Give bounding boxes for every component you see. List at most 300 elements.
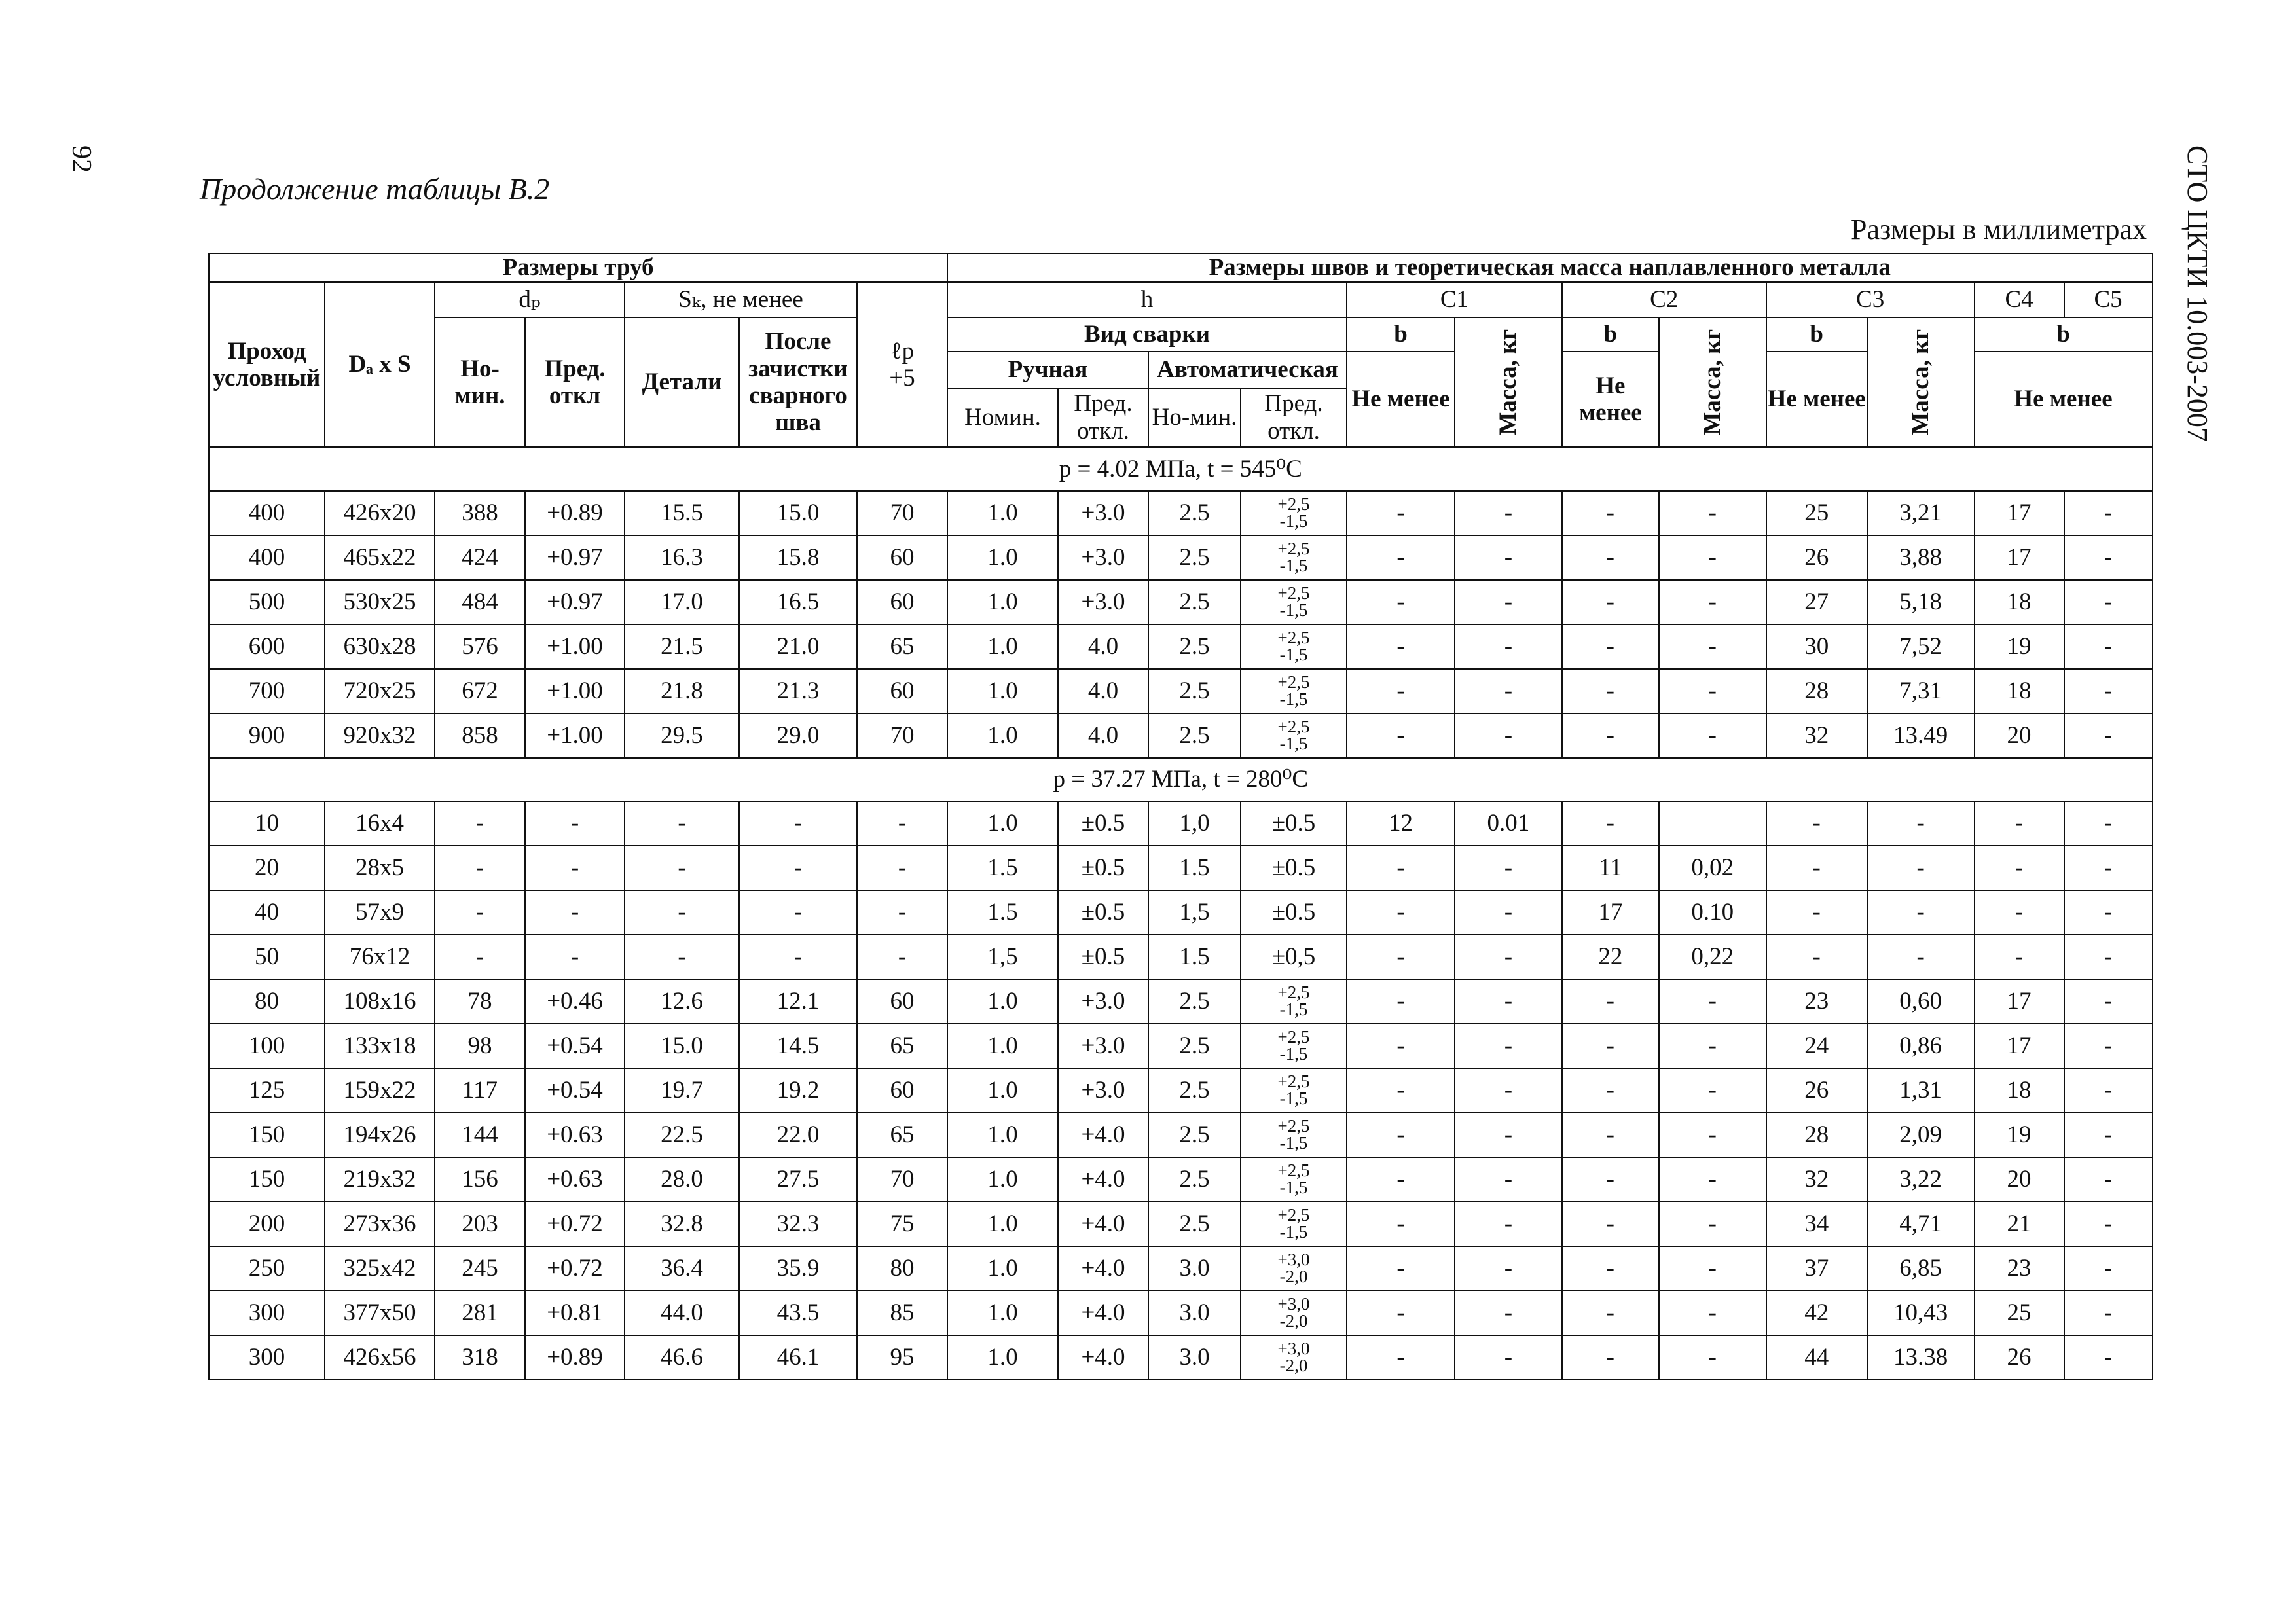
table-cell: - xyxy=(1455,846,1562,890)
table-cell: ±0.5 xyxy=(1058,801,1148,846)
table-cell: 11 xyxy=(1562,846,1659,890)
tolerance-lower: -2,0 xyxy=(1279,1311,1308,1331)
table-cell: 2.5 xyxy=(1148,713,1241,758)
table-cell: 13.38 xyxy=(1867,1335,1975,1380)
auto-tolerance-cell xyxy=(1241,1291,1347,1335)
table-cell: 576 xyxy=(435,624,525,669)
table-cell: - xyxy=(1562,1157,1659,1202)
table-cell: - xyxy=(1659,1202,1766,1246)
table-cell: - xyxy=(625,801,739,846)
header-nominal-bore: Проход условный xyxy=(209,282,325,447)
table-cell: 1.5 xyxy=(947,890,1058,935)
table-cell: 1.0 xyxy=(947,979,1058,1024)
table-cell: 43.5 xyxy=(739,1291,857,1335)
tolerance-upper: +2,5 xyxy=(1277,539,1310,559)
table-cell: - xyxy=(1562,801,1659,846)
table-cell: - xyxy=(1347,1113,1455,1157)
header-c2-b: b xyxy=(1562,317,1659,352)
table-cell: - xyxy=(1347,1246,1455,1291)
table-cell: +3.0 xyxy=(1058,1068,1148,1113)
table-cell: - xyxy=(1659,580,1766,624)
tolerance-upper: +2,5 xyxy=(1277,1161,1310,1181)
table-cell: +4.0 xyxy=(1058,1246,1148,1291)
table-cell: - xyxy=(1562,1246,1659,1291)
table-cell: 1.0 xyxy=(947,1157,1058,1202)
header-h: h xyxy=(947,282,1347,317)
table-cell: - xyxy=(1455,935,1562,979)
auto-tolerance-cell xyxy=(1241,624,1347,669)
table-cell: 388 xyxy=(435,491,525,535)
table-cell: - xyxy=(1562,491,1659,535)
table-cell: - xyxy=(2064,935,2153,979)
table-cell: 630x28 xyxy=(325,624,435,669)
tolerance-upper: +3,0 xyxy=(1277,1339,1310,1359)
table-row xyxy=(209,713,2153,758)
table-cell: - xyxy=(1975,890,2064,935)
table-cell: 32 xyxy=(1766,1157,1867,1202)
table-cell: - xyxy=(1659,1024,1766,1068)
table-cell: - xyxy=(1659,1157,1766,1202)
header-c1-min: Не менее xyxy=(1347,352,1455,447)
header-dp: dₚ xyxy=(435,282,625,317)
table-cell: 32 xyxy=(1766,713,1867,758)
table-cell: - xyxy=(625,935,739,979)
table-cell: 36.4 xyxy=(625,1246,739,1291)
table-cell: 10,43 xyxy=(1867,1291,1975,1335)
table-cell: - xyxy=(1455,1157,1562,1202)
table-cell: 30 xyxy=(1766,624,1867,669)
auto-tolerance-cell xyxy=(1241,491,1347,535)
table-cell: +0.97 xyxy=(525,580,625,624)
table-cell: +0.89 xyxy=(525,491,625,535)
table-cell: - xyxy=(2064,624,2153,669)
table-cell: 65 xyxy=(857,1113,947,1157)
table-cell: - xyxy=(857,890,947,935)
table-cell: 500 xyxy=(209,580,325,624)
tolerance-lower: -1,5 xyxy=(1279,1222,1308,1242)
table-cell: - xyxy=(1347,1202,1455,1246)
table-cell: - xyxy=(1347,535,1455,580)
tolerance-lower: -1,5 xyxy=(1279,1133,1308,1153)
table-cell: 28.0 xyxy=(625,1157,739,1202)
auto-tolerance-cell xyxy=(1241,1246,1347,1291)
header-after-cleaning: После зачистки сварного шва xyxy=(739,317,857,447)
table-cell: +0.46 xyxy=(525,979,625,1024)
table-cell: 219x32 xyxy=(325,1157,435,1202)
table-cell: 4,71 xyxy=(1867,1202,1975,1246)
table-cell: 2.5 xyxy=(1148,580,1241,624)
table-row xyxy=(209,1246,2153,1291)
tolerance-lower: -1,5 xyxy=(1279,1000,1308,1019)
table-row xyxy=(209,1202,2153,1246)
units-note: Размеры в миллиметрах xyxy=(1851,213,2147,245)
table-cell: 26 xyxy=(1766,1068,1867,1113)
table-cell: - xyxy=(1562,1024,1659,1068)
table-row xyxy=(209,491,2153,535)
table-cell: - xyxy=(435,935,525,979)
table-cell: - xyxy=(1455,1246,1562,1291)
table-cell: - xyxy=(2064,491,2153,535)
table-cell: 80 xyxy=(857,1246,947,1291)
table-cell: 150 xyxy=(209,1157,325,1202)
table-cell: 65 xyxy=(857,624,947,669)
table-cell: - xyxy=(1455,1291,1562,1335)
table-cell: 1,5 xyxy=(1148,890,1241,935)
table-cell: 32.3 xyxy=(739,1202,857,1246)
table-cell: 19.2 xyxy=(739,1068,857,1113)
table-cell: 12.6 xyxy=(625,979,739,1024)
table-cell: 60 xyxy=(857,979,947,1024)
table-cell: 65 xyxy=(857,1024,947,1068)
table-cell: - xyxy=(1455,713,1562,758)
table-cell: 1,0 xyxy=(1148,801,1241,846)
table-cell xyxy=(1659,801,1766,846)
table-cell: 1.0 xyxy=(947,535,1058,580)
table-cell: - xyxy=(1659,1246,1766,1291)
table-cell: 28 xyxy=(1766,669,1867,713)
table-cell: +1.00 xyxy=(525,624,625,669)
table-cell: - xyxy=(435,890,525,935)
table-cell: - xyxy=(1659,535,1766,580)
table-cell: - xyxy=(1347,1024,1455,1068)
table-cell: - xyxy=(1455,1068,1562,1113)
table-cell: 60 xyxy=(857,535,947,580)
table-cell: 672 xyxy=(435,669,525,713)
table-cell: 3.0 xyxy=(1148,1335,1241,1380)
table-cell: 424 xyxy=(435,535,525,580)
tolerance-lower: -1,5 xyxy=(1279,645,1308,664)
table-cell: 3.0 xyxy=(1148,1291,1241,1335)
table-cell: - xyxy=(2064,890,2153,935)
table-cell: 42 xyxy=(1766,1291,1867,1335)
table-cell: - xyxy=(1562,1291,1659,1335)
auto-tolerance-cell xyxy=(1241,1202,1347,1246)
table-cell: 18 xyxy=(1975,580,2064,624)
header-da-s: Dₐ x S xyxy=(325,282,435,447)
table-cell: 17 xyxy=(1975,979,2064,1024)
auto-tolerance-cell: ±0,5 xyxy=(1241,935,1347,979)
table-cell: 3,22 xyxy=(1867,1157,1975,1202)
table-cell: 29.5 xyxy=(625,713,739,758)
table-cell: 23 xyxy=(1766,979,1867,1024)
table-cell: 70 xyxy=(857,713,947,758)
table-cell: 125 xyxy=(209,1068,325,1113)
table-cell: 50 xyxy=(209,935,325,979)
table-cell: 26 xyxy=(1975,1335,2064,1380)
table-cell: - xyxy=(739,890,857,935)
table-cell: - xyxy=(1455,979,1562,1024)
header-c3: C3 xyxy=(1766,282,1975,317)
header-details: Детали xyxy=(625,317,739,447)
tolerance-upper: +2,5 xyxy=(1277,983,1310,1003)
section-row-2: p = 37.27 МПа, t = 280⁰C xyxy=(209,758,2153,801)
table-cell: - xyxy=(1659,1068,1766,1113)
table-cell: +0.72 xyxy=(525,1202,625,1246)
header-c3-b: b xyxy=(1766,317,1867,352)
table-cell: 20 xyxy=(1975,713,2064,758)
table-cell: 28 xyxy=(1766,1113,1867,1157)
tolerance-upper: +2,5 xyxy=(1277,1205,1310,1225)
table-cell: 78 xyxy=(435,979,525,1024)
table-cell: - xyxy=(1347,846,1455,890)
table-cell: - xyxy=(1347,890,1455,935)
table-cell: - xyxy=(1455,1202,1562,1246)
auto-tolerance-cell xyxy=(1241,979,1347,1024)
table-cell: - xyxy=(739,935,857,979)
table-cell: 2.5 xyxy=(1148,1113,1241,1157)
table-cell: 484 xyxy=(435,580,525,624)
table-cell: 156 xyxy=(435,1157,525,1202)
table-cell: - xyxy=(1975,846,2064,890)
table-cell: 7,52 xyxy=(1867,624,1975,669)
table-cell: 2.5 xyxy=(1148,979,1241,1024)
table-row xyxy=(209,1024,2153,1068)
table-row xyxy=(209,580,2153,624)
c3-mass-label: Масса, кг xyxy=(1906,329,1934,435)
table-cell: - xyxy=(857,801,947,846)
table-cell: - xyxy=(1455,1335,1562,1380)
table-cell: - xyxy=(1867,801,1975,846)
table-cell: 1.0 xyxy=(947,669,1058,713)
table-cell: - xyxy=(1347,1157,1455,1202)
table-cell: 12.1 xyxy=(739,979,857,1024)
table-cell: - xyxy=(1975,801,2064,846)
table-cell: - xyxy=(1347,713,1455,758)
header-c2-min: Не менее xyxy=(1562,352,1659,447)
header-c1-mass xyxy=(1455,317,1562,447)
data-table xyxy=(208,253,2153,1380)
tolerance-upper: +2,5 xyxy=(1277,1027,1310,1047)
table-cell: - xyxy=(1455,491,1562,535)
table-row xyxy=(209,1157,2153,1202)
table-cell: 1,5 xyxy=(947,935,1058,979)
table-cell: 6,85 xyxy=(1867,1246,1975,1291)
header-c2-mass xyxy=(1659,317,1766,447)
table-cell: 19 xyxy=(1975,1113,2064,1157)
page-number: 92 xyxy=(66,145,96,173)
table-row xyxy=(209,1291,2153,1335)
table-cell: 27 xyxy=(1766,580,1867,624)
table-cell: 57x9 xyxy=(325,890,435,935)
auto-tolerance-cell: ±0.5 xyxy=(1241,890,1347,935)
auto-tolerance-cell xyxy=(1241,669,1347,713)
table-cell: - xyxy=(1347,491,1455,535)
table-cell: - xyxy=(1975,935,2064,979)
table-cell: - xyxy=(1562,713,1659,758)
table-cell: 858 xyxy=(435,713,525,758)
table-cell: 200 xyxy=(209,1202,325,1246)
table-cell: 0.01 xyxy=(1455,801,1562,846)
tolerance-lower: -1,5 xyxy=(1279,734,1308,753)
table-cell: 35.9 xyxy=(739,1246,857,1291)
table-cell: 24 xyxy=(1766,1024,1867,1068)
table-cell: 1.5 xyxy=(947,846,1058,890)
table-cell: - xyxy=(435,801,525,846)
table-cell: 17.0 xyxy=(625,580,739,624)
table-cell: 108x16 xyxy=(325,979,435,1024)
table-cell: - xyxy=(625,890,739,935)
table-cell: 1.0 xyxy=(947,713,1058,758)
table-cell: - xyxy=(1867,935,1975,979)
table-cell: - xyxy=(1562,1068,1659,1113)
table-cell: - xyxy=(1455,580,1562,624)
tolerance-lower: -2,0 xyxy=(1279,1267,1308,1286)
table-cell: 26 xyxy=(1766,535,1867,580)
table-cell: +0.97 xyxy=(525,535,625,580)
table-cell: 245 xyxy=(435,1246,525,1291)
table-row xyxy=(209,624,2153,669)
table-cell: - xyxy=(2064,801,2153,846)
table-cell: 17 xyxy=(1562,890,1659,935)
table-cell: 2.5 xyxy=(1148,1157,1241,1202)
table-cell: +0.54 xyxy=(525,1024,625,1068)
table-cell: - xyxy=(1347,580,1455,624)
table-row xyxy=(209,1335,2153,1380)
tolerance-upper: +2,5 xyxy=(1277,717,1310,737)
table-cell: +0.63 xyxy=(525,1113,625,1157)
table-cell: 144 xyxy=(435,1113,525,1157)
tolerance-upper: +2,5 xyxy=(1277,1072,1310,1092)
header-auto-nomin: Но-мин. xyxy=(1148,388,1241,447)
table-cell: 1.0 xyxy=(947,1335,1058,1380)
table-cell: 273x36 xyxy=(325,1202,435,1246)
table-cell: +3.0 xyxy=(1058,580,1148,624)
table-cell: 700 xyxy=(209,669,325,713)
table-cell: 1.0 xyxy=(947,491,1058,535)
table-cell: 37 xyxy=(1766,1246,1867,1291)
table-cell: 2.5 xyxy=(1148,624,1241,669)
table-cell: 16.3 xyxy=(625,535,739,580)
table-cell: - xyxy=(739,801,857,846)
table-cell: 2.5 xyxy=(1148,1068,1241,1113)
table-cell: - xyxy=(1347,1291,1455,1335)
table-cell: 0,22 xyxy=(1659,935,1766,979)
table-cell: 300 xyxy=(209,1291,325,1335)
table-cell: +1.00 xyxy=(525,713,625,758)
table-cell: 720x25 xyxy=(325,669,435,713)
table-cell: 1,31 xyxy=(1867,1068,1975,1113)
table-cell: 22.5 xyxy=(625,1113,739,1157)
table-cell: 4.0 xyxy=(1058,624,1148,669)
table-cell: - xyxy=(2064,535,2153,580)
table-cell: - xyxy=(435,846,525,890)
table-cell: ±0.5 xyxy=(1058,935,1148,979)
table-cell: - xyxy=(2064,1246,2153,1291)
table-cell: - xyxy=(2064,979,2153,1024)
table-cell: 1.0 xyxy=(947,1291,1058,1335)
table-cell: 377x50 xyxy=(325,1291,435,1335)
table-cell: 2,09 xyxy=(1867,1113,1975,1157)
table-cell: - xyxy=(1455,1113,1562,1157)
auto-tolerance-cell xyxy=(1241,1157,1347,1202)
table-cell: 3,21 xyxy=(1867,491,1975,535)
table-cell: - xyxy=(857,935,947,979)
table-cell: - xyxy=(1766,890,1867,935)
tolerance-lower: -1,5 xyxy=(1279,1089,1308,1108)
table-row xyxy=(209,801,2153,846)
table-cell: - xyxy=(1347,1068,1455,1113)
table-cell: - xyxy=(1347,669,1455,713)
table-cell: 7,31 xyxy=(1867,669,1975,713)
table-cell: - xyxy=(1766,846,1867,890)
table-cell: 0,02 xyxy=(1659,846,1766,890)
table-cell: 465x22 xyxy=(325,535,435,580)
table-body xyxy=(209,447,2153,1380)
header-manual-pred: Пред. откл. xyxy=(1058,388,1148,447)
table-cell: 150 xyxy=(209,1113,325,1157)
table-cell: - xyxy=(1562,669,1659,713)
tolerance-lower: -2,0 xyxy=(1279,1356,1308,1375)
table-row xyxy=(209,1113,2153,1157)
table-row xyxy=(209,535,2153,580)
header-c45-b: b xyxy=(1975,317,2153,352)
table-cell: - xyxy=(1659,1291,1766,1335)
table-cell: +0.54 xyxy=(525,1068,625,1113)
auto-tolerance-cell xyxy=(1241,1113,1347,1157)
table-cell: 1.5 xyxy=(1148,846,1241,890)
table-cell: +4.0 xyxy=(1058,1335,1148,1380)
table-cell: 70 xyxy=(857,491,947,535)
table-cell: - xyxy=(2064,580,2153,624)
table-cell: - xyxy=(2064,1113,2153,1157)
table-cell: 600 xyxy=(209,624,325,669)
table-cell: 194x26 xyxy=(325,1113,435,1157)
table-cell: 80 xyxy=(209,979,325,1024)
table-cell: - xyxy=(525,846,625,890)
table-cell: - xyxy=(2064,713,2153,758)
table-cell: 1.0 xyxy=(947,1068,1058,1113)
table-cell: 4.0 xyxy=(1058,669,1148,713)
header-c5: C5 xyxy=(2064,282,2153,317)
header-c1: C1 xyxy=(1347,282,1562,317)
table-cell: 25 xyxy=(1766,491,1867,535)
table-cell: 17 xyxy=(1975,1024,2064,1068)
table-cell: 29.0 xyxy=(739,713,857,758)
table-cell: 34 xyxy=(1766,1202,1867,1246)
tolerance-lower: -1,5 xyxy=(1279,556,1308,575)
table-cell: 28x5 xyxy=(325,846,435,890)
table-cell: - xyxy=(1766,935,1867,979)
tolerance-upper: +2,5 xyxy=(1277,1116,1310,1136)
table-cell: 98 xyxy=(435,1024,525,1068)
table-cell: - xyxy=(1562,1335,1659,1380)
table-row xyxy=(209,846,2153,890)
table-cell: 3.0 xyxy=(1148,1246,1241,1291)
table-cell: - xyxy=(857,846,947,890)
table-cell: 40 xyxy=(209,890,325,935)
c2-mass-label: Масса, кг xyxy=(1699,329,1726,435)
table-cell: - xyxy=(1562,1113,1659,1157)
header-c2: C2 xyxy=(1562,282,1766,317)
table-cell: - xyxy=(1562,624,1659,669)
table-cell: 900 xyxy=(209,713,325,758)
auto-tolerance-cell: ±0.5 xyxy=(1241,846,1347,890)
tolerance-lower: -1,5 xyxy=(1279,511,1308,531)
tolerance-upper: +2,5 xyxy=(1277,583,1310,604)
table-cell: 15.8 xyxy=(739,535,857,580)
table-cell: 1.0 xyxy=(947,1202,1058,1246)
header-c3-min: Не менее xyxy=(1766,352,1867,447)
table-cell: +4.0 xyxy=(1058,1113,1148,1157)
table-cell: - xyxy=(1659,624,1766,669)
header-lp xyxy=(857,282,947,447)
table-cell: 10 xyxy=(209,801,325,846)
table-cell: 21.0 xyxy=(739,624,857,669)
table-cell: +4.0 xyxy=(1058,1202,1148,1246)
table-cell: 20 xyxy=(209,846,325,890)
table-cell: 21 xyxy=(1975,1202,2064,1246)
table-cell: 13.49 xyxy=(1867,713,1975,758)
